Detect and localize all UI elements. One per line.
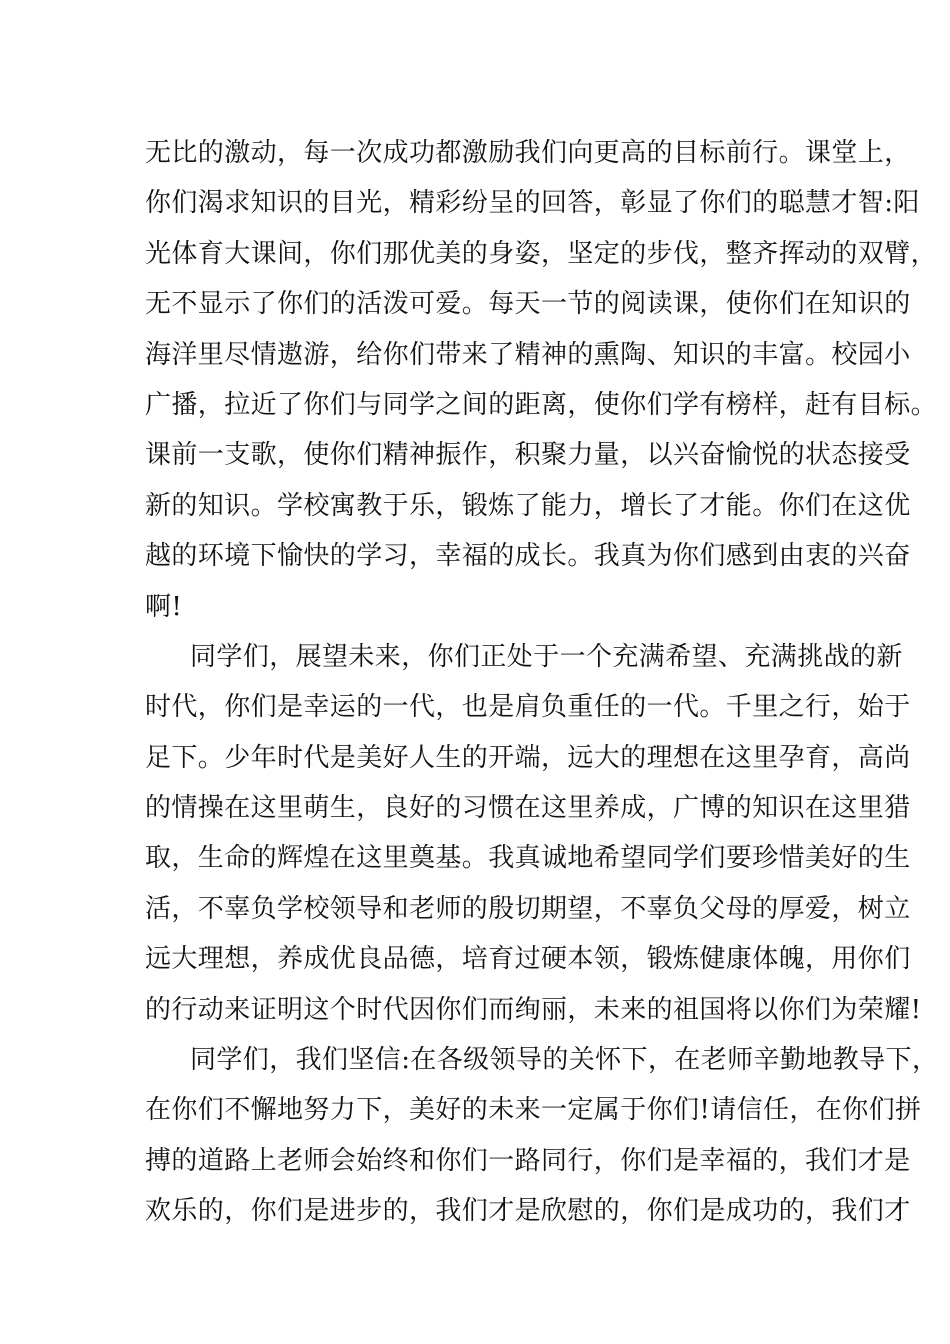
text-line: 的情操在这里萌生，良好的习惯在这里养成，广博的知识在这里猎: [145, 793, 911, 824]
text-line: 新的知识。学校寓教于乐，锻炼了能力，增长了才能。你们在这优: [145, 490, 911, 521]
text-line: 海洋里尽情遨游，给你们带来了精神的熏陶、知识的丰富。校园小: [145, 339, 911, 370]
text-line: 活，不辜负学校领导和老师的殷切期望，不辜负父母的厚爱，树立: [145, 893, 911, 924]
text-line: 无比的激动，每一次成功都激励我们向更高的目标前行。课堂上，: [145, 138, 911, 168]
text-line: 越的环境下愉快的学习，幸福的成长。我真为你们感到由衷的兴奋: [145, 541, 911, 572]
text-line: 啊!: [145, 591, 183, 622]
body-text: [145, 128, 939, 1237]
text-line: 取，生命的辉煌在这里奠基。我真诚地希望同学们要珍惜美好的生: [145, 843, 911, 874]
paragraph-start-line: 同学们，我们坚信:在各级领导的关怀下，在老师辛勤地教导下，: [190, 1045, 939, 1076]
text-line: 课前一支歌，使你们精神振作，积聚力量，以兴奋愉悦的状态接受: [145, 440, 911, 471]
text-line: 欢乐的，你们是进步的，我们才是欣慰的，你们是成功的，我们才: [145, 1196, 911, 1227]
text-line: 足下。少年时代是美好人生的开端，远大的理想在这里孕育，高尚: [145, 742, 911, 773]
text-line: 在你们不懈地努力下，美好的未来一定属于你们!请信任，在你们拼: [145, 1095, 922, 1126]
text-line: 搏的道路上老师会始终和你们一路同行，你们是幸福的，我们才是: [145, 1145, 911, 1176]
text-line: 你们渴求知识的目光，精彩纷呈的回答，彰显了你们的聪慧才智:阳: [145, 188, 920, 219]
text-line: 光体育大课间，你们那优美的身姿，坚定的步伐，整齐挥动的双臂，: [145, 238, 938, 269]
text-line: 无不显示了你们的活泼可爱。每天一节的阅读课，使你们在知识的: [145, 289, 911, 320]
text-line: 广播，拉近了你们与同学之间的距离，使你们学有榜样，赶有目标。: [145, 389, 938, 420]
text-line: 时代，你们是幸运的一代，也是肩负重任的一代。千里之行，始于: [145, 692, 911, 723]
text-line: 远大理想，养成优良品德，培育过硬本领，锻炼健康体魄，用你们: [145, 944, 911, 975]
text-line: 的行动来证明这个时代因你们而绚丽，未来的祖国将以你们为荣耀!: [145, 994, 922, 1025]
paragraph-start-line: 同学们，展望未来，你们正处于一个充满希望、充满挑战的新: [190, 641, 903, 672]
